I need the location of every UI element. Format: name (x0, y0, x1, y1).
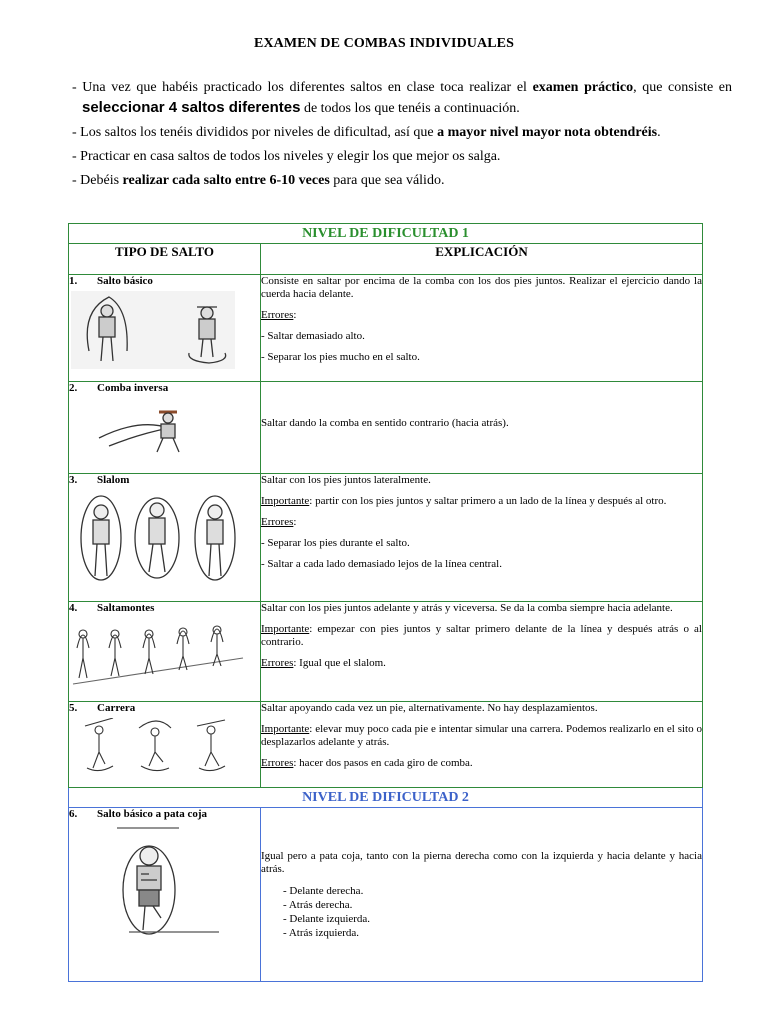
jump-name: Slalom (97, 474, 130, 486)
intro-paragraph-2: - Los saltos los tenéis divididos por niveles de dificultad, así que a mayor nivel mayor nota obtendréis. (72, 125, 661, 140)
jump-cell: 5. Carrera (69, 702, 261, 788)
intro-paragraph-3: - Practicar en casa saltos de todos los niveles y elegir los que mejor os salga. (72, 149, 501, 164)
table-row (69, 702, 703, 788)
jump-illustration (69, 490, 247, 584)
table-row (69, 474, 703, 602)
jump-name: Salto básico (97, 275, 153, 287)
jump-name: Salto básico a pata coja (97, 808, 207, 820)
column-header-explicacion: EXPLICACIÓN (261, 244, 703, 275)
intro-paragraph-1: - Una vez que habéis practicado los diferentes saltos en clase toca realizar el examen práctico, que consiste en seleccionar 4 saltos diferentes de todos los que tenéis a continuación. (72, 80, 733, 116)
table-row (69, 602, 703, 702)
jump-name: Saltamontes (97, 602, 155, 614)
level-2-heading: NIVEL DE DIFICULTAD 2 (69, 788, 703, 808)
table-row (69, 382, 703, 474)
intro-instructions (72, 78, 732, 195)
jump-illustration (69, 618, 247, 688)
explanation-cell: Saltar con los pies juntos lateralmente. Importante: partir con los pies juntos y saltar primero a un lado de la línea y después al otro. Errores: - Separar los pies durante el salto. - Saltar a cada lado demasiado lejos de la línea central. (261, 474, 703, 602)
list-item: - Atrás izquierda. (283, 926, 702, 940)
jump-name: Carrera (97, 702, 136, 714)
jump-illustration (69, 291, 237, 369)
jump-cell: 6. Salto básico a pata coja (69, 808, 261, 982)
list-item: - Atrás derecha. (283, 898, 702, 912)
jump-illustration (69, 398, 237, 458)
jump-cell: 3. Slalom (69, 474, 261, 602)
explanation-cell: Igual pero a pata coja, tanto con la pierna derecha como con la izquierda y hacia delante y hacia atrás. - Delante derecha. - Atrás derecha. - Delante izquierda. - Atrás izquierda. (261, 808, 703, 982)
explanation-cell: Saltar con los pies juntos adelante y atrás y viceversa. Se da la comba siempre hacia adelante. Importante: empezar con pies juntos y saltar primero delante de la línea y después atrás o al contrario. Errores: Igual que el slalom. (261, 602, 703, 702)
jump-illustration (69, 718, 247, 774)
list-item: - Delante derecha. (283, 884, 702, 898)
explanation-cell: Consiste en saltar por encima de la comba con los dos pies juntos. Realizar el ejercicio dando la cuerda hacia delante. Errores: - Saltar demasiado alto. - Separar los pies mucho en el salto. (261, 275, 703, 382)
column-header-tipo: TIPO DE SALTO (69, 244, 261, 275)
jump-illustration (69, 824, 247, 944)
jump-cell: 4. Saltamontes (69, 602, 261, 702)
jumps-table (68, 223, 703, 982)
jump-cell: 2. Comba inversa (69, 382, 261, 474)
jump-cell: 1. Salto básico (69, 275, 261, 382)
table-row (69, 275, 703, 382)
explanation-cell: Saltar apoyando cada vez un pie, alternativamente. No hay desplazamientos. Importante: elevar muy poco cada pie e intentar simular una carrera. Podemos realizarlo en el sito o desplazarlos adelante y atrás. Errores: hacer dos pasos en cada giro de comba. (261, 702, 703, 788)
explanation-cell: Saltar dando la comba en sentido contrario (hacia atrás). (261, 382, 703, 474)
variants-list (283, 884, 702, 940)
intro-paragraph-4: - Debéis realizar cada salto entre 6-10 veces para que sea válido. (72, 173, 445, 188)
jump-name: Comba inversa (97, 382, 169, 394)
level-1-heading: NIVEL DE DIFICULTAD 1 (69, 224, 703, 244)
document-title: EXAMEN DE COMBAS INDIVIDUALES (254, 36, 514, 51)
table-row (69, 808, 703, 982)
list-item: - Delante izquierda. (283, 912, 702, 926)
